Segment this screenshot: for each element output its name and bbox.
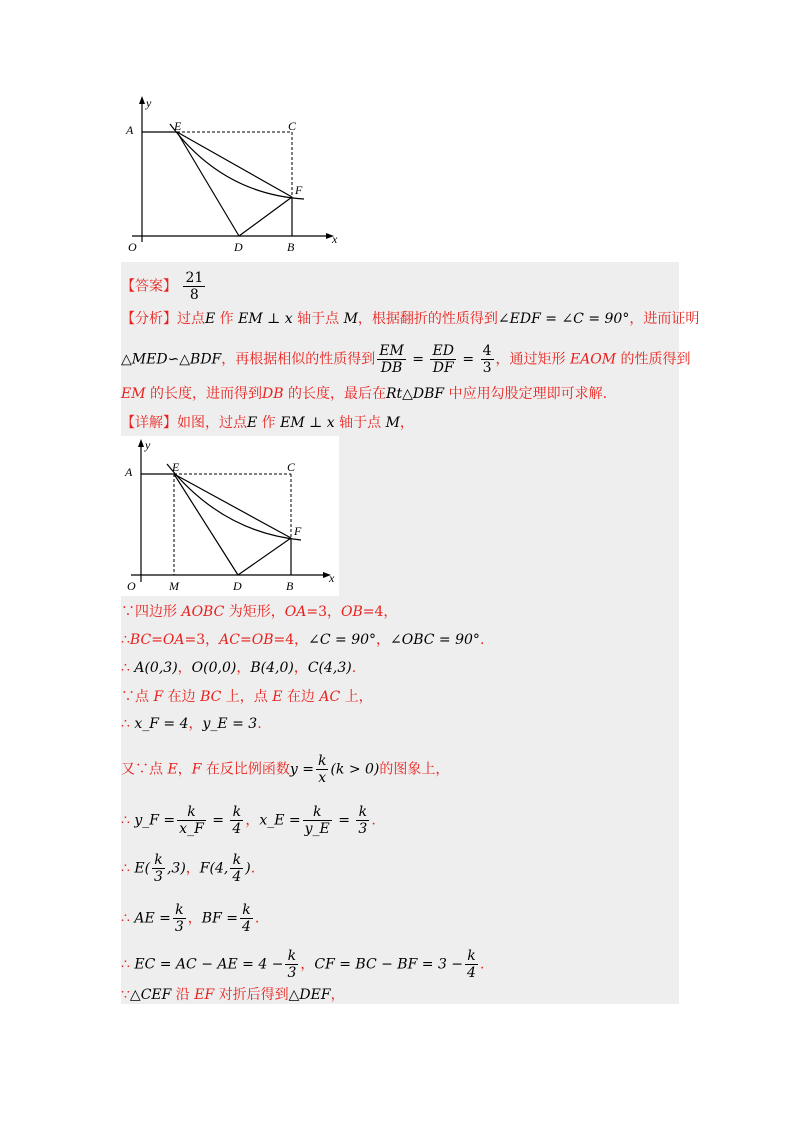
- fraction-k-x: [316, 753, 328, 786]
- math: ∠EDF = ∠C = 90°: [497, 311, 630, 327]
- math: F(4,: [199, 860, 229, 877]
- label-M: M: [169, 579, 179, 593]
- label-x: x: [329, 571, 335, 585]
- label-F: F: [295, 183, 303, 197]
- text: =3，: [306, 604, 341, 620]
- math: ,3): [166, 860, 186, 877]
- math: EC = AC − AE = 4 −: [134, 956, 284, 973]
- figure-1-diagram: [122, 94, 342, 260]
- den: 3: [482, 360, 492, 376]
- math: AC: [319, 689, 341, 705]
- math: OB: [341, 604, 363, 620]
- text: ，: [185, 860, 200, 877]
- step-7: [121, 804, 376, 837]
- text: ∴: [121, 910, 135, 927]
- analysis-tag: 【分析】: [121, 311, 177, 327]
- num: k: [465, 948, 478, 965]
- math: E: [272, 689, 283, 705]
- segment-EF: [177, 132, 292, 197]
- math: =: [457, 351, 479, 368]
- text: =: [239, 632, 252, 648]
- answer-fraction: [183, 270, 205, 303]
- segment-DF: [239, 197, 292, 236]
- analysis-line-2: [121, 343, 691, 376]
- math: △DEF: [288, 987, 331, 1003]
- fraction: [177, 804, 206, 837]
- step-3: [121, 658, 356, 678]
- text: ，: [293, 660, 308, 676]
- math: EM: [121, 386, 146, 402]
- text: =4，: [273, 632, 309, 648]
- math: (k > 0): [330, 761, 380, 778]
- answer-tag: 【答案】: [121, 278, 177, 295]
- den: 3: [154, 869, 163, 885]
- num: EM: [379, 343, 404, 359]
- den: 3: [358, 821, 368, 837]
- math: AC: [219, 632, 240, 648]
- text: 上，点: [221, 689, 273, 705]
- step-9: [121, 902, 259, 935]
- fraction-em-db: [377, 343, 406, 376]
- fraction: [173, 902, 186, 935]
- math: ): [245, 860, 251, 877]
- text: 的长度，进而得到: [145, 386, 263, 402]
- math: E(: [134, 860, 151, 877]
- step-11: [121, 985, 345, 1005]
- math: M: [385, 415, 400, 431]
- text: ，进而证明: [629, 311, 700, 327]
- den: 4: [241, 919, 251, 935]
- num: k: [356, 804, 369, 821]
- math: y_F =: [134, 812, 176, 829]
- text: ，: [177, 660, 192, 676]
- math: B(4,0): [250, 660, 294, 676]
- num: k: [152, 852, 165, 869]
- fraction: [285, 948, 298, 981]
- text: 为矩形，: [224, 604, 285, 620]
- math: EF: [194, 987, 215, 1003]
- analysis-line-1: [121, 309, 699, 329]
- hyperbola-curve: [167, 464, 301, 540]
- den: 4: [232, 869, 242, 885]
- math: M: [343, 311, 358, 327]
- math: y =: [289, 761, 314, 778]
- segment-EF: [174, 474, 291, 538]
- label-E: E: [174, 119, 182, 133]
- math: CF = BC − BF = 3 −: [314, 956, 464, 973]
- label-A: A: [126, 123, 134, 137]
- text: ，: [177, 761, 192, 778]
- math: O(0,0): [191, 660, 237, 676]
- den: x: [318, 770, 327, 786]
- math: EM ⊥ x: [238, 311, 293, 327]
- math: OB: [251, 632, 274, 648]
- math: BF =: [201, 910, 238, 927]
- text: 在边: [163, 689, 201, 705]
- text: ∵点: [121, 689, 154, 705]
- math: OA: [162, 632, 185, 648]
- label-B: B: [287, 240, 295, 254]
- math: DB: [262, 386, 284, 402]
- den: 3: [174, 919, 184, 935]
- answer-denominator: 8: [189, 287, 199, 303]
- math: ∠OBC = 90°: [390, 632, 480, 648]
- label-O: O: [127, 579, 136, 593]
- text: =3，: [184, 632, 220, 648]
- text: ∴: [121, 632, 130, 648]
- math: Rt△DBF: [385, 386, 445, 402]
- math: E: [167, 761, 178, 778]
- math: =: [333, 812, 355, 829]
- text: ，: [300, 956, 315, 973]
- step-8: [121, 852, 255, 885]
- text: 在反比例函数: [201, 761, 290, 778]
- text: 如图，过点: [177, 415, 247, 431]
- text: ，再根据相似的性质得到: [221, 351, 376, 368]
- text: ，: [245, 812, 260, 829]
- text: .: [254, 910, 260, 927]
- segment-ED: [177, 132, 239, 236]
- text: ，根据翻折的性质得到: [357, 311, 498, 327]
- fraction: [240, 902, 253, 935]
- text: .: [371, 812, 376, 829]
- math: F: [191, 761, 202, 778]
- answer-numerator: 21: [185, 270, 204, 286]
- label-y: y: [146, 96, 152, 110]
- step-2: [121, 630, 484, 650]
- num: 4: [482, 343, 492, 359]
- den: 3: [287, 965, 297, 981]
- math: =: [207, 812, 229, 829]
- text: ，: [236, 660, 251, 676]
- fraction: [465, 948, 478, 981]
- label-D: D: [234, 240, 243, 254]
- math: EAOM: [569, 351, 617, 368]
- label-C: C: [288, 119, 297, 133]
- label-y: y: [145, 438, 151, 452]
- segment-ED: [174, 474, 238, 575]
- num: k: [177, 804, 206, 821]
- fraction: [230, 852, 243, 885]
- text: ∴: [121, 812, 135, 829]
- den: 4: [232, 821, 242, 837]
- fraction-ed-df: [430, 343, 455, 376]
- math: A(0,3): [134, 660, 178, 676]
- math: x_F = 4: [134, 716, 189, 732]
- y-axis-arrow: [138, 439, 144, 447]
- text: =: [151, 632, 163, 648]
- den: 4: [467, 965, 476, 981]
- text: .: [479, 632, 485, 648]
- math: AE =: [134, 910, 171, 927]
- label-F: F: [294, 524, 302, 538]
- text: 作: [215, 311, 239, 327]
- text: ，通过矩形: [495, 351, 570, 368]
- fraction-4-3: [481, 343, 494, 376]
- math: ∠C = 90°: [308, 632, 377, 648]
- math: AOBC: [181, 604, 225, 620]
- label-x: x: [332, 232, 338, 246]
- den: x_F: [179, 821, 204, 837]
- text: .: [257, 716, 262, 732]
- text: 沿: [171, 987, 195, 1003]
- figure-2-diagram: [121, 436, 339, 596]
- text: 的长度，最后在: [283, 386, 386, 402]
- math: F: [153, 689, 164, 705]
- label-A: A: [125, 465, 133, 479]
- text: .: [479, 956, 485, 973]
- text: ∴: [121, 860, 135, 877]
- text: ∴: [121, 716, 135, 732]
- text: ，: [399, 415, 414, 431]
- step-1: [121, 602, 397, 622]
- text: 轴于点: [334, 415, 386, 431]
- math: C(4,3): [307, 660, 352, 676]
- text: ，: [330, 987, 345, 1003]
- text: .: [351, 660, 357, 676]
- text: 上，: [340, 689, 373, 705]
- segment-DF: [238, 538, 291, 575]
- num: k: [173, 902, 186, 919]
- text: ，: [187, 910, 202, 927]
- num: k: [230, 804, 243, 821]
- fraction: [303, 804, 332, 837]
- label-B: B: [286, 579, 294, 593]
- math: BC: [200, 689, 222, 705]
- num: k: [285, 948, 298, 965]
- text: 中应用勾股定理即可求解.: [444, 386, 608, 402]
- text: .: [250, 860, 256, 877]
- text: 轴于点: [292, 311, 344, 327]
- step-4: [121, 687, 373, 707]
- step-5: [121, 714, 262, 734]
- text: 在边: [282, 689, 320, 705]
- num: ED: [432, 343, 454, 359]
- fraction: [152, 852, 165, 885]
- text: =4，: [362, 604, 398, 620]
- num: k: [230, 852, 243, 869]
- math: y_E = 3: [202, 716, 258, 732]
- math: △MED∽△BDF: [121, 351, 222, 368]
- fraction: [230, 804, 243, 837]
- text: ∵四边形: [121, 604, 182, 620]
- math: x_E =: [259, 812, 301, 829]
- text: ∴: [121, 660, 135, 676]
- text: 对折后得到: [214, 987, 289, 1003]
- detail-tag: 【详解】: [121, 415, 177, 431]
- math: △CEF: [129, 987, 172, 1003]
- fraction: [356, 804, 369, 837]
- num: k: [240, 902, 253, 919]
- text: 又∵点: [121, 761, 168, 778]
- math: E: [205, 311, 216, 327]
- num: k: [317, 753, 327, 769]
- detail-line-1: [121, 413, 414, 433]
- den: DF: [432, 360, 454, 376]
- den: y_E: [304, 821, 330, 837]
- math: BC: [129, 632, 152, 648]
- text: 作: [257, 415, 281, 431]
- analysis-line-3: [121, 384, 607, 404]
- den: DB: [380, 360, 403, 376]
- text: 的性质得到: [616, 351, 691, 368]
- label-D: D: [233, 579, 242, 593]
- text: 的图象上，: [379, 761, 450, 778]
- label-O: O: [128, 240, 137, 254]
- answer-line: [121, 270, 207, 303]
- math: =: [407, 351, 429, 368]
- math: E: [247, 415, 258, 431]
- text: 过点: [177, 311, 205, 327]
- text: ∴: [121, 956, 135, 973]
- text: ，: [188, 716, 203, 732]
- text: ∵: [121, 987, 130, 1003]
- hyperbola-curve: [170, 124, 304, 199]
- step-6: [121, 753, 449, 786]
- label-E: E: [172, 460, 180, 474]
- math: EM ⊥ x: [280, 415, 335, 431]
- label-C: C: [287, 460, 296, 474]
- step-10: [121, 948, 484, 981]
- math: OA: [284, 604, 307, 620]
- num: k: [303, 804, 332, 821]
- y-axis-arrow: [139, 96, 145, 104]
- text: ，: [376, 632, 391, 648]
